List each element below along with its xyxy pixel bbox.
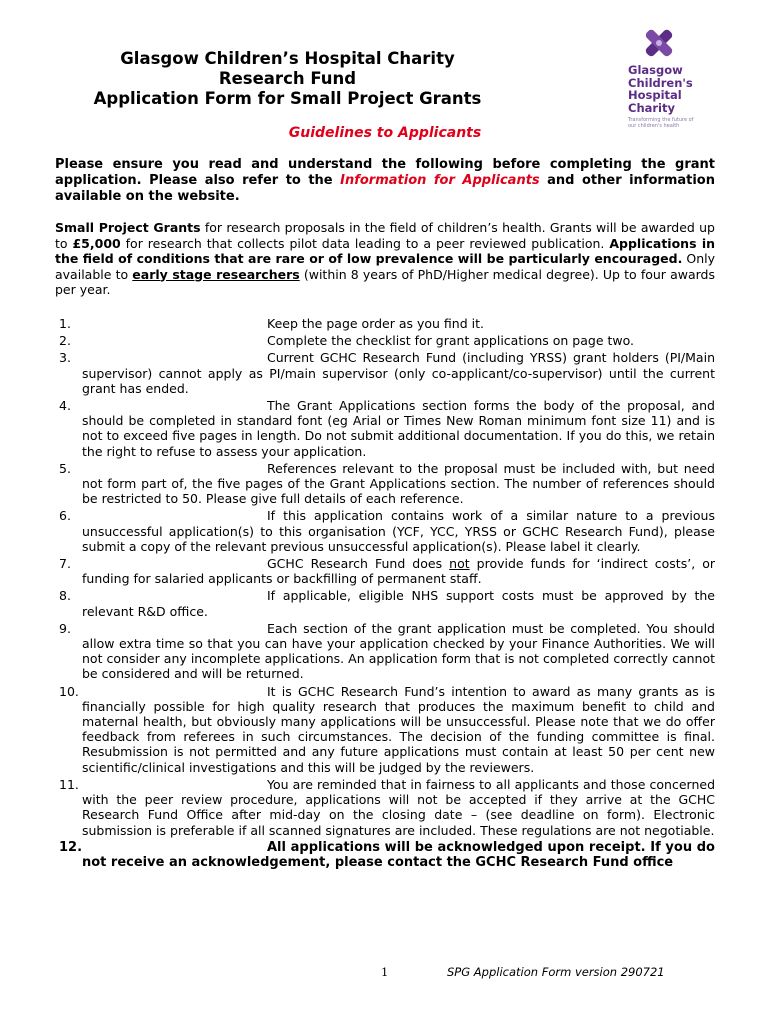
item-number: 10. (59, 683, 79, 699)
small-project-grants-paragraph (55, 220, 715, 298)
title-line-1: Glasgow Children’s Hospital Charity (120, 49, 455, 68)
spg-text-3: Only available to (55, 251, 716, 282)
title-line-2: Research Fund (218, 69, 357, 88)
logo-text-1: Glasgow (628, 63, 683, 77)
list-item (55, 777, 715, 838)
item-text: The Grant Applications section forms the body of the proposal, and should be completed in standard font (eg Arial or Times New Roman minimum font size 11) and is not to exceed five pages in length. Do not submit additional documentation. If you do this, we retain the right to refuse to assess your application. (82, 398, 715, 459)
item-not-emphasis: not (449, 556, 470, 572)
logo-tagline: Transforming the future of our children's health (628, 117, 694, 129)
spg-emphasis: Applications in the field of conditions that are rare or of low prevalence will be particularly encouraged. (55, 235, 716, 266)
spg-text-4: (within 8 years of PhD/Higher medical degree). Up to four awards per year. (55, 266, 716, 297)
item-text-1: GCHC Research Fund does (267, 556, 450, 572)
list-item (55, 621, 715, 682)
intro-paragraph (55, 157, 715, 205)
item-text: Complete the checklist for grant applications on page two. (267, 333, 635, 349)
item-number: 12. (59, 839, 83, 855)
intro-text-2: and other information available on the website. (55, 173, 715, 204)
early-stage-researchers: early stage researchers (132, 266, 300, 282)
page-number: 1 (381, 965, 389, 979)
list-item (55, 316, 715, 331)
item-text: Each section of the grant application must be completed. You should allow extra time so that you can have your application checked by your Finance Authorities. We will not consider any incomplete applications. An application form that is not completed correctly cannot be considered and will be returned. (82, 620, 715, 682)
item-text: References relevant to the proposal must be included with, but need not form part of, the five pages of the Grant Applications section. The number of references should be restricted to 50. Please give full details of each reference. (82, 460, 715, 507)
list-item (55, 333, 715, 348)
form-version: SPG Application Form version 290721 (447, 965, 665, 979)
spg-text-2: for research that collects pilot data leading to a peer reviewed publication. (120, 235, 610, 251)
list-item (55, 588, 715, 618)
logo-cross-icon (642, 26, 676, 60)
item-text: All applications will be acknowledged upon receipt. If you do not receive an acknowledgement, please contact the GCHC Research Fund office (82, 839, 715, 870)
item-text-2: provide funds for ‘indirect costs’, or funding for salaried applicants or backfilling of permanent staff. (82, 556, 716, 587)
list-item (55, 508, 715, 554)
item-number: 6. (59, 508, 71, 524)
list-item (55, 350, 715, 396)
info-for-applicants-link[interactable]: Information for Applicants (340, 173, 540, 188)
list-item (55, 684, 715, 775)
guidelines-heading: Guidelines to Applicants (288, 125, 482, 141)
item-number: 4. (59, 398, 71, 414)
item-number: 7. (59, 556, 71, 572)
list-item (55, 840, 715, 870)
item-number: 9. (59, 620, 71, 636)
item-text: You are reminded that in fairness to all applicants and those concerned with the peer review procedure, applications will not be accepted if they arrive at the GCHC Research Fund Office after mid-day on the closing date – (see deadline on form). Electronic submission is preferable if all scanned signatures are included. These regulations are not negotiable. (82, 776, 715, 838)
logo-text-3: Hospital (628, 88, 682, 102)
list-item (55, 461, 715, 507)
item-number: 11. (59, 776, 79, 792)
document-title (55, 49, 520, 109)
list-item (55, 556, 715, 586)
item-text: Current GCHC Research Fund (including YRSS) grant holders (PI/Main supervisor) cannot apply as PI/main supervisor (only co-applicant/co-supervisor) until the current grant has ended. (82, 350, 715, 396)
item-number: 1. (59, 316, 71, 331)
intro-text-1: Please ensure you read and understand the following before completing the grant application. Please also refer to the (55, 157, 715, 188)
charity-logo (628, 26, 698, 129)
item-number: 5. (59, 460, 71, 476)
spg-text-1: for research proposals in the field of children’s health. Grants will be awarded up to (55, 220, 715, 251)
logo-text-2: Children's (628, 75, 693, 90)
item-text: If applicable, eligible NHS support costs must be approved by the relevant R&D office. (82, 588, 715, 619)
spg-amount: £5,000 (72, 235, 121, 251)
item-number: 2. (59, 333, 71, 349)
spg-lead: Small Project Grants (55, 220, 201, 235)
item-text: Keep the page order as you find it. (267, 316, 484, 331)
item-text: If this application contains work of a similar nature to a previous unsuccessful application(s) to this organisation (YCF, YCC, YRSS or GCHC Research Fund), please submit a copy of the relevant previous unsuccessful application(s). Please label it clearly. (82, 508, 715, 554)
item-number: 3. (59, 350, 71, 366)
item-text: It is GCHC Research Fund’s intention to award as many grants as is financially possible for high quality research that produces the maximum benefit to child and maternal health, but obviously many applications will be unsuccessful. Please note that we do offer feedback from referees in such circumstances. The decision of the funding committee is final. Resubmission is not permitted and any future applications must contain at least 50 per cent new scientific/clinical investigations and this will be judged by the reviewers. (82, 683, 715, 775)
guidelines-list (55, 316, 715, 872)
item-number: 8. (59, 588, 71, 604)
title-line-3: Application Form for Small Project Grants (93, 89, 482, 108)
logo-text-4: Charity (628, 100, 675, 115)
list-item (55, 398, 715, 459)
